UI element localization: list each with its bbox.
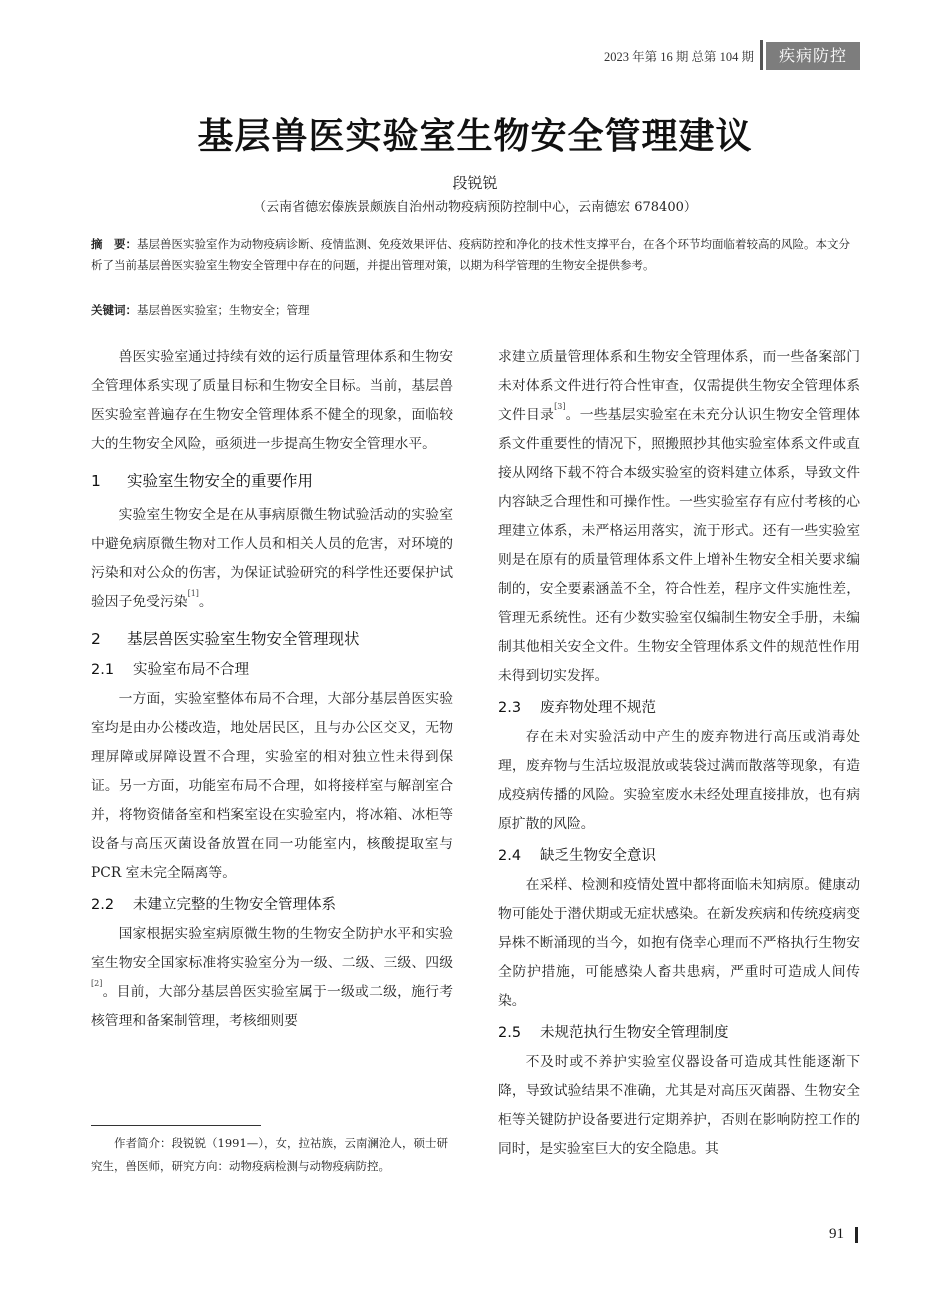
- issue-info: 2023 年第 16 期 总第 104 期: [603, 50, 754, 64]
- section-2-5-paragraph: 不及时或不养护实验室仪器设备可造成其性能逐渐下降，导致试验结果不准确，尤其是对高压灭菌器、生物安全柜等关键防护设备要进行定期养护，否则在影响防控工作的同时，是实验室巨大的安全隐患。其: [498, 1054, 860, 1157]
- section-2-heading: 2 基层兽医实验室生物安全管理现状: [91, 630, 360, 648]
- author-footnote: 作者简介：段锐锐（1991—），女，拉祜族，云南澜沧人，硕士研究生，兽医师，研究方向：动物疫病检测与动物疫病防控。: [91, 1136, 449, 1173]
- section-2-5-heading: 2.5 未规范执行生物安全管理制度: [498, 1025, 729, 1041]
- keywords-label: 关键词：: [91, 303, 137, 317]
- author-affiliation: （云南省德宏傣族景颇族自治州动物疫病预防控制中心，云南德宏 678400）: [253, 200, 697, 215]
- author-name: 段锐锐: [452, 174, 498, 192]
- section-2-1-paragraph: 一方面，实验室整体布局不合理，大部分基层兽医实验室均是由办公楼改造，地处居民区，且与办公区交叉，无物理屏障或屏障设置不合理，实验室的相对独立性未得到保证。另一方面，功能室布局不合理，如将接样室与解剖室合并，将物资储备室和档案室设在实验室内，将冰箱、冰柜等设备与高压灭菌设备放置在同一功能室内，核酸提取室与 PCR 室未完全隔离等。: [91, 691, 453, 881]
- section-2-3-heading: 2.3 废弃物处理不规范: [498, 700, 656, 716]
- abstract: [91, 234, 861, 276]
- section-2-2-paragraph: 国家根据实验室病原微生物的生物安全防护水平和实验室生物安全国家标准将实验室分为一级、二级、三级、四级[2]。目前，大部分基层兽医实验室属于一级或二级，施行考核管理和备案制管理，考核细则要: [91, 926, 453, 1029]
- section-badge: 疾病防控: [766, 42, 860, 70]
- section-1-paragraph: 实验室生物安全是在从事病原微生物试验活动的实验室中避免病原微生物对工作人员和相关人员的危害，对环境的污染和对公众的伤害，为保证试验研究的科学性还要保护试验因子免受污染[1]。: [91, 507, 453, 610]
- abstract-text: 基层兽医实验室作为动物疫病诊断、疫情监测、免疫效果评估、疫病防控和净化的技术性支撑平台，在各个环节均面临着较高的风险。本文分析了当前基层兽医实验室生物安全管理中存在的问题，并提出管理对策，以期为科学管理的生物安全提供参考。: [91, 237, 850, 272]
- keywords: [91, 300, 861, 321]
- keywords-text: 基层兽医实验室；生物安全；管理: [137, 303, 310, 317]
- section-2-2-heading: 2.2 未建立完整的生物安全管理体系: [91, 897, 336, 913]
- abstract-label: 摘 要：: [91, 237, 137, 251]
- section-2-1-heading: 2.1 实验室布局不合理: [91, 662, 249, 678]
- section-2-4-paragraph: 在采样、检测和疫情处置中都将面临未知病原。健康动物可能处于潜伏期或无症状感染。在新发疾病和传统疫病变异株不断涌现的当今，如抱有侥幸心理而不严格执行生物安全防护措施，可能感染人畜共患病，严重时可造成人间传染。: [498, 877, 860, 1009]
- intro-paragraph: 兽医实验室通过持续有效的运行质量管理体系和生物安全管理体系实现了质量目标和生物安全目标。当前，基层兽医实验室普遍存在生物安全管理体系不健全的现象，面临较大的生物安全风险，亟须进一步提高生物安全管理水平。: [91, 349, 453, 452]
- citation-1: [1]: [187, 589, 199, 598]
- continued-paragraph: 求建立质量管理体系和生物安全管理体系，而一些备案部门未对体系文件进行符合性审查，仅需提供生物安全管理体系文件目录[3]。一些基层实验室在未充分认识生物安全管理体系文件重要性的情况下，照搬照抄其他实验室体系文件或直接从网络下载不符合本级实验室的资料建立体系，导致文件内容缺乏合理性和可操作性。一些实验室存有应付考核的心理建立体系，未严格运用落实，流于形式。还有一些实验室则是在原有的质量管理体系文件上增补生物安全相关要求编制的，安全要素涵盖不全，符合性差，程序文件实施性差，管理无系统性。还有少数实验室仅编制生物安全手册，未编制其他相关安全文件。生物安全管理体系文件的规范性作用未得到切实发挥。: [498, 349, 861, 684]
- section-2-4-heading: 2.4 缺乏生物安全意识: [498, 848, 656, 864]
- section-1-heading: 1 实验室生物安全的重要作用: [91, 472, 314, 490]
- paper-title: 基层兽医实验室生物安全管理建议: [197, 116, 753, 157]
- citation-2: [2]: [91, 979, 103, 988]
- citation-3: [3]: [554, 402, 566, 411]
- footnote-rule: [91, 1125, 261, 1126]
- right-column: [498, 343, 860, 1164]
- header-divider: [760, 40, 763, 70]
- left-column: [91, 343, 453, 1036]
- page-number: 91: [829, 1226, 844, 1242]
- page-number-bar: [855, 1227, 858, 1243]
- section-2-3-paragraph: 存在未对实验活动中产生的废弃物进行高压或消毒处理，废弃物与生活垃圾混放或装袋过满而散落等现象，有造成疫病传播的风险。实验室废水未经处理直接排放，也有病原扩散的风险。: [498, 729, 860, 832]
